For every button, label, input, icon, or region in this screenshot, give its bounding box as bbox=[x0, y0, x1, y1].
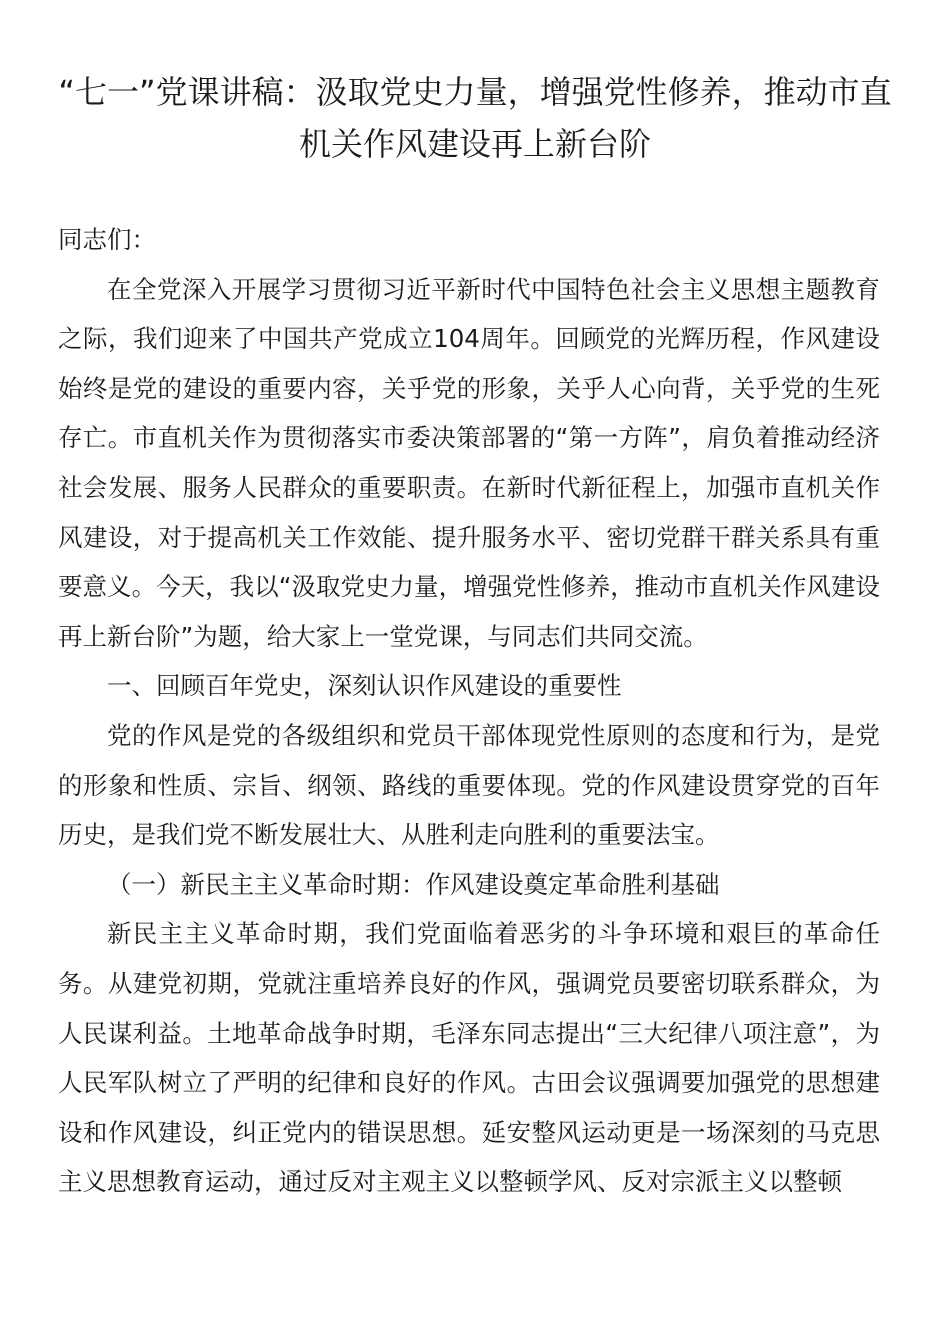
document-title: “七一”党课讲稿：汲取党史力量，增强党性修养，推动市直机关作风建设再上新台阶 bbox=[58, 73, 892, 163]
greeting: 同志们： bbox=[58, 225, 156, 254]
document-body bbox=[58, 215, 880, 1207]
section-heading-1: 一、回顾百年党史，深刻认识作风建设的重要性 bbox=[107, 671, 622, 701]
subsection-heading-1: （一）新民主主义革命时期：作风建设奠定革命胜利基础 bbox=[107, 869, 720, 899]
paragraph-intro: 在全党深入开展学习贯彻习近平新时代中国特色社会主义思想主题教育之际，我们迎来了中国共产党成立104周年。回顾党的光辉历程，作风建设始终是党的建设的重要内容，关乎党的形象，关乎人心向背，关乎党的生死存亡。市直机关作为贯彻落实市委决策部署的“第一方阵”，肩负着推动经济社会发展、服务人民群众的重要职责。在新时代新征程上，加强市直机关作风建设，对于提高机关工作效能、提升服务水平、密切党群干群关系具有重要意义。今天，我以“汲取党史力量，增强党性修养，推动市直机关作风建设再上新台阶”为题，给大家上一堂党课，与同志们共同交流。 bbox=[58, 274, 880, 651]
paragraph-subsection-1: 新民主主义革命时期，我们党面临着恶劣的斗争环境和艰巨的革命任务。从建党初期，党就注重培养良好的作风，强调党员要密切联系群众，为人民谋利益。土地革命战争时期，毛泽东同志提出“三大纪律八项注意”，为人民军队树立了严明的纪律和良好的作风。古田会议强调要加强党的思想建设和作风建设，纠正党内的错误思想。延安整风运动更是一场深刻的马克思主义思想教育运动，通过反对主观主义以整顿学风、反对宗派主义以整顿 bbox=[58, 919, 880, 1197]
paragraph-section-1: 党的作风是党的各级组织和党员干部体现党性原则的态度和行为，是党的形象和性质、宗旨、纲领、路线的重要体现。党的作风建设贯穿党的百年历史，是我们党不断发展壮大、从胜利走向胜利的重要法宝。 bbox=[58, 720, 880, 850]
